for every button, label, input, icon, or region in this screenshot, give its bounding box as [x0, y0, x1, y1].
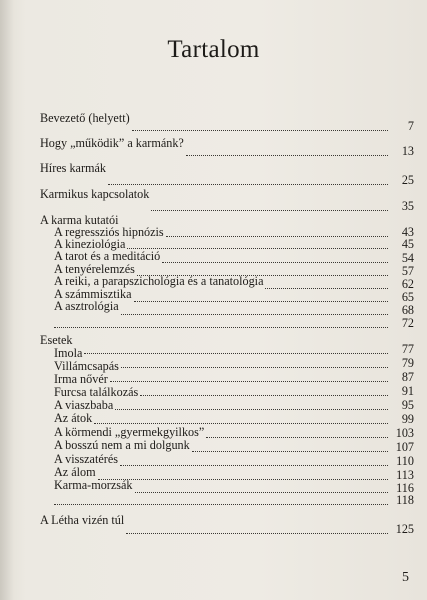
toc-page-number: 110: [396, 454, 414, 468]
toc-page-number: 87: [401, 370, 414, 384]
toc-page-number: 103: [395, 426, 414, 440]
page-title: Tartalom: [167, 36, 260, 63]
dot-leader: [121, 366, 388, 368]
toc-page-number: 68: [401, 303, 414, 317]
toc-entry-title: A reiki, a parapszichológia és a tanatológia: [54, 274, 264, 288]
toc-entry: [40, 187, 414, 213]
toc-page-number: 62: [401, 277, 414, 291]
toc-page-number: 57: [401, 264, 414, 278]
toc-entry-title: Az átok: [54, 411, 93, 425]
toc-entry-title: Hogy „működik” a karmánk?: [40, 136, 184, 150]
toc-entry: [40, 299, 414, 317]
toc-page-number: 72: [401, 316, 414, 330]
toc-entry: [40, 317, 414, 330]
toc-entry: [40, 111, 414, 133]
dot-leader: [135, 491, 388, 493]
toc-entry-title: A bosszú nem a mi dolgunk: [54, 438, 190, 452]
toc-entry: [40, 161, 414, 187]
toc-page-number: 125: [395, 522, 414, 536]
toc-page-number: 25: [401, 173, 414, 187]
toc-entry-title: A Létha vizén túl: [40, 513, 125, 527]
dot-leader: [151, 209, 388, 211]
toc-entry-title: A visszatérés: [54, 452, 118, 466]
toc-entry-title: Imola: [54, 346, 83, 360]
toc-entry-title: Esetek: [40, 333, 73, 347]
dot-leader: [127, 247, 388, 249]
toc-page-number: 7: [407, 119, 414, 133]
toc-page-number: 35: [401, 199, 414, 213]
toc-page-number: 43: [401, 225, 414, 239]
toc-entry-title: A kineziológia: [54, 237, 126, 251]
toc-entry-title: Furcsa találkozás: [54, 385, 139, 399]
toc-entry-title: Az álom: [54, 465, 96, 479]
toc-page-number: 116: [396, 481, 414, 495]
dot-leader: [132, 129, 388, 131]
toc-entry: [40, 412, 414, 425]
dot-leader: [121, 313, 388, 315]
dot-leader: [140, 394, 388, 396]
toc-page-number: 107: [395, 440, 414, 454]
dot-leader: [166, 235, 388, 237]
toc-entry: [40, 136, 414, 158]
toc-page-number: 118: [396, 493, 414, 507]
toc-entry: [40, 439, 414, 452]
toc-page-number: 91: [401, 384, 414, 398]
dot-leader: [192, 450, 388, 452]
toc-entry-title: A viaszbaba: [54, 398, 114, 412]
dot-leader: [126, 532, 388, 534]
toc-entry-title: Irma nővér: [54, 372, 108, 386]
toc-entry: [40, 494, 414, 507]
toc-page-number: 95: [401, 398, 414, 412]
dot-leader: [206, 436, 388, 438]
toc-entry-title: Karma-morzsák: [54, 478, 133, 492]
page-number: 5: [402, 570, 409, 585]
dot-leader: [54, 503, 388, 505]
toc-entry-title: Karmikus kapcsolatok: [40, 187, 150, 201]
spine-shadow: [0, 0, 14, 600]
dot-leader: [94, 422, 388, 424]
toc-entry: [40, 334, 414, 347]
dot-leader: [54, 326, 388, 328]
toc-entry-title: A asztrológia: [54, 299, 119, 313]
dot-leader: [110, 380, 388, 382]
toc-entry-title: A körmendi „gyermekgyilkos”: [54, 425, 205, 439]
toc-entry-title: A tenyérelemzés: [54, 262, 135, 276]
toc-entry-title: A tarot és a meditáció: [54, 249, 161, 263]
toc-entry-title: Bevezető (helyett): [40, 111, 130, 125]
toc-entry-title: A karma kutatói: [40, 213, 119, 227]
toc-page-number: 113: [396, 468, 414, 482]
toc-entry: [40, 478, 414, 495]
toc-page-number: 65: [401, 290, 414, 304]
toc-entry-title: Villámcsapás: [54, 359, 119, 373]
toc-entry: [40, 399, 414, 412]
dot-leader: [186, 154, 388, 156]
dot-leader: [84, 352, 388, 354]
toc-entry-title: A regressziós hipnózis: [54, 225, 164, 239]
dot-leader: [108, 183, 388, 185]
toc-page-number: 54: [401, 251, 414, 265]
toc-entry: [40, 513, 414, 536]
toc-page-number: 77: [401, 342, 414, 356]
toc-entry-title: Híres karmák: [40, 161, 106, 175]
toc-entry: [40, 453, 414, 466]
toc-page-number: 79: [401, 356, 414, 370]
dot-leader: [115, 408, 388, 410]
toc-page-number: 13: [401, 144, 414, 158]
toc-entry-title: A számmisztika: [54, 287, 132, 301]
toc-page-number: 45: [401, 237, 414, 251]
toc-page-number: 99: [401, 412, 414, 426]
